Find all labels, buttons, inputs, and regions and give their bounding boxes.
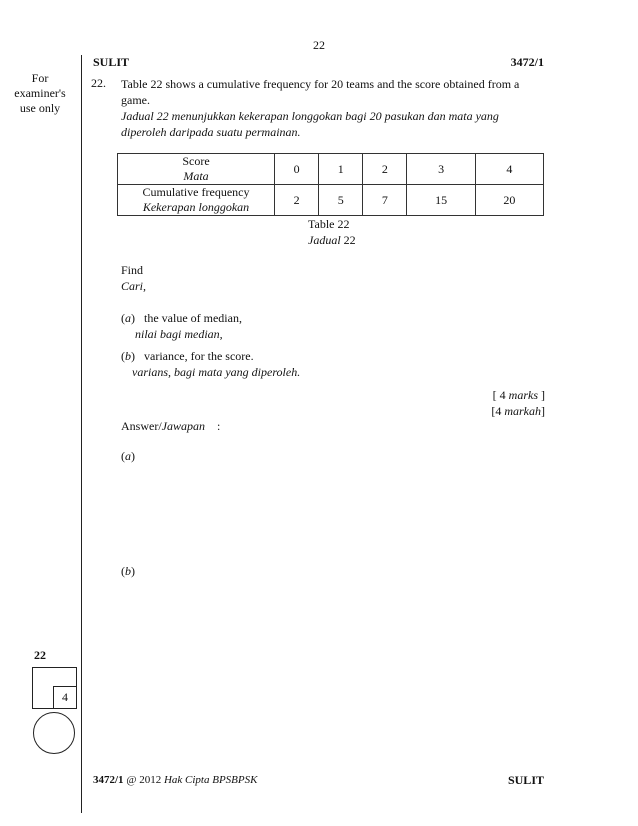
marks-en-close: ]: [538, 388, 545, 402]
marks-ms-open: [4: [491, 404, 505, 418]
answer-space-a[interactable]: [121, 466, 546, 562]
answer-colon: :: [217, 419, 221, 433]
find-ms: Cari,: [121, 279, 147, 293]
score-circle[interactable]: [33, 712, 75, 754]
footer-publisher: Hak Cipta BPSBPSK: [163, 774, 258, 786]
part-a-ms: nilai bagi median,: [135, 327, 223, 341]
marks-ms-word: markah: [504, 404, 541, 418]
table-cell-score: 2: [363, 154, 407, 185]
question-text-ms-2: diperoleh daripada suatu permainan.: [121, 125, 301, 139]
answer-a-letter: a: [125, 449, 131, 463]
table-cell-score: 3: [407, 154, 475, 185]
table-cell-frequency: 7: [363, 185, 407, 216]
marks-en-open: [ 4: [492, 388, 509, 402]
answer-b-letter: b: [125, 564, 131, 578]
table-header-frequency: [118, 185, 275, 216]
table-caption-ms: [308, 232, 356, 248]
answer-label: [121, 419, 220, 434]
footer-code: 3472/1: [93, 774, 124, 786]
table-cell-score: 0: [275, 154, 319, 185]
marks-ms-close: ]: [541, 404, 545, 418]
table-caption-ms-number: 22: [340, 233, 356, 247]
footer-copyright: [93, 774, 257, 786]
table-row-score: [118, 154, 544, 185]
answer-label-ms: Jawapan: [161, 419, 206, 433]
find-en: Find: [121, 263, 144, 277]
find-instruction: [121, 262, 146, 294]
cumulative-frequency-label: Cumulative frequency: [142, 185, 250, 199]
answer-space-b[interactable]: [121, 582, 546, 752]
examiner-question-number: 22: [34, 648, 46, 662]
question-text: [121, 76, 546, 140]
mata-label: Mata: [183, 169, 209, 183]
examiner-label: [0, 71, 80, 116]
table-caption-ms-word: Jadual: [308, 233, 341, 247]
answer-part-b-label: (b): [121, 564, 135, 578]
kekerapan-label: Kekerapan longgokan: [142, 200, 250, 214]
table-cell-frequency: 20: [475, 185, 543, 216]
marks-ms: [420, 403, 545, 419]
table-cell-score: 4: [475, 154, 543, 185]
examiner-label-line-3: use only: [19, 101, 61, 115]
table-header-score: [118, 154, 275, 185]
part-a-text-en: the value of median,: [144, 311, 242, 325]
part-a: [121, 310, 242, 342]
table-caption: [308, 216, 356, 248]
table-cell-score: 1: [319, 154, 363, 185]
marks-allocation: [420, 387, 545, 419]
score-label: Score: [182, 154, 210, 168]
table-cell-frequency: 2: [275, 185, 319, 216]
table-cell-frequency: 15: [407, 185, 475, 216]
marks-en-word: marks: [508, 388, 538, 402]
examiner-label-line-1: For: [31, 71, 49, 85]
header-sulit: SULIT: [93, 55, 130, 69]
part-b-text-en: variance, for the score.: [144, 349, 254, 363]
part-a-en: (a) the value of median,: [121, 311, 242, 325]
part-b-ms: varians, bagi mata yang diperoleh.: [132, 365, 301, 379]
examiner-label-line-2: examiner's: [14, 86, 66, 100]
part-a-label: a: [125, 311, 131, 325]
table-row-frequency: [118, 185, 544, 216]
answer-part-a-label: (a): [121, 449, 135, 463]
question-text-en-2: game.: [121, 93, 150, 107]
question-number: 22.: [91, 76, 106, 90]
margin-rule: [81, 55, 82, 813]
answer-label-en: Answer/: [121, 419, 162, 433]
part-b-label: b: [125, 349, 131, 363]
footer-sulit: SULIT: [507, 773, 544, 787]
marks-box-value: 4: [53, 686, 76, 708]
footer-copyright-year: @ 2012: [123, 774, 164, 786]
table-caption-en: Table 22: [308, 217, 350, 231]
question-text-ms-1: Jadual 22 menunjukkan kekerapan longgokan bagi 20 pasukan dan mata yang: [121, 109, 499, 123]
question-text-en-1: Table 22 shows a cumulative frequency for 20 teams and the score obtained from a: [121, 77, 520, 91]
page-number: 22: [313, 38, 325, 52]
table-cell-frequency: 5: [319, 185, 363, 216]
cumulative-frequency-table: [117, 153, 544, 216]
marks-en: [420, 387, 545, 403]
header-code: 3472/1: [510, 55, 544, 69]
part-b: [121, 348, 300, 380]
part-b-en: (b) variance, for the score.: [121, 349, 254, 363]
